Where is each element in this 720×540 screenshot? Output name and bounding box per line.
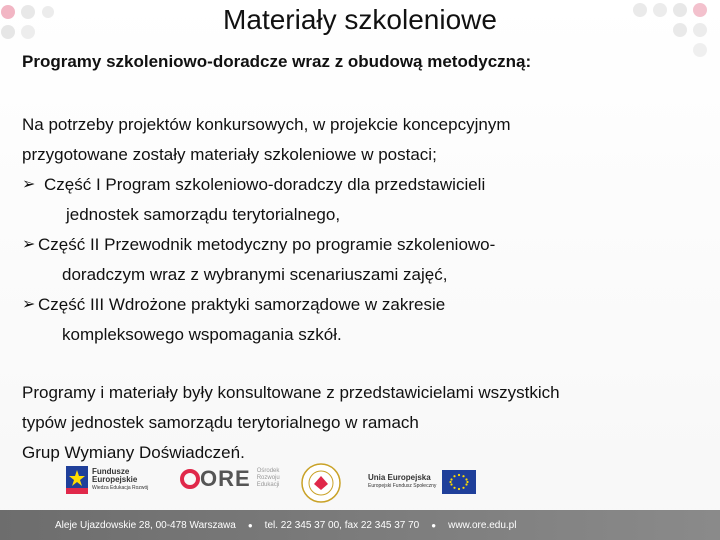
paragraph-line: typów jednostek samorządu terytorialnego w ramach: [22, 413, 419, 432]
paragraph-line: Grup Wymiany Doświadczeń.: [22, 443, 245, 462]
bullet-separator-icon: ●: [247, 520, 253, 530]
list-item-text: jednostek samorządu terytorialnego,: [66, 205, 341, 224]
list-item-text: Część II Przewodnik metodyczny po programie szkoleniowo-: [38, 235, 496, 254]
ore-sub: Ośrodek: [256, 468, 280, 474]
list-item-text: kompleksowego wspomagania szkół.: [62, 325, 342, 344]
ore-text: ORE: [200, 465, 251, 491]
footer-phone: tel. 22 345 37 00, fax 22 345 37 70: [264, 519, 420, 531]
ore-sub: Rozwoju: [256, 475, 280, 481]
arrow-bullet-icon: ➢: [22, 236, 36, 253]
ore-logo: [180, 465, 280, 491]
eu-flag-icon: [442, 470, 476, 494]
fe-star-icon: [66, 466, 88, 494]
list-item-text: doradczym wraz z wybranymi scenariuszami zajęć,: [62, 265, 448, 284]
intro-line: przygotowane zostały materiały szkoleniowe w postaci;: [22, 145, 437, 164]
unia-europejska-logo: [368, 470, 476, 494]
footer-website-link[interactable]: www.ore.edu.pl: [448, 519, 517, 531]
subtitle: Programy szkoleniowo-doradcze wraz z obudową metodyczną:: [22, 52, 532, 71]
zpp-seal-logo: [300, 462, 342, 504]
fe-text: Fundusze: [92, 467, 130, 476]
ue-text: Unia Europejska: [368, 473, 431, 482]
logos-bar: [0, 462, 720, 504]
footer-bar: [0, 510, 720, 540]
page-title: Materiały szkoleniowe: [223, 4, 497, 35]
fe-text: Wiedza Edukacja Rozwój: [92, 485, 149, 491]
arrow-bullet-icon: ➢: [22, 176, 36, 193]
consultation-paragraph: [22, 378, 702, 468]
arrow-bullet-icon: ➢: [22, 296, 36, 313]
list-item: [22, 290, 702, 320]
seal-icon: [300, 462, 342, 504]
ue-text: Europejski Fundusz Społeczny: [368, 483, 437, 489]
list-item-text: Część III Wdrożone praktyki samorządowe w zakresie: [38, 295, 446, 314]
ore-sub: Edukacji: [256, 482, 280, 488]
list-item: [22, 230, 702, 260]
list-item-text: Część I Program szkoleniowo-doradczy dla przedstawicieli: [44, 175, 486, 194]
bullet-separator-icon: ●: [431, 520, 437, 530]
list-item: [22, 170, 702, 200]
fundusze-europejskie-logo: [66, 466, 148, 494]
paragraph-line: Programy i materiały były konsultowane z przedstawicielami wszystkich: [22, 383, 560, 402]
ore-circle-icon: [180, 469, 200, 489]
footer-address: Aleje Ujazdowskie 28, 00-478 Warszawa: [55, 519, 236, 531]
fe-text: Europejskie: [92, 475, 138, 484]
body-text: [22, 110, 702, 350]
intro-line: Na potrzeby projektów konkursowych, w projekcie koncepcyjnym: [22, 115, 511, 134]
